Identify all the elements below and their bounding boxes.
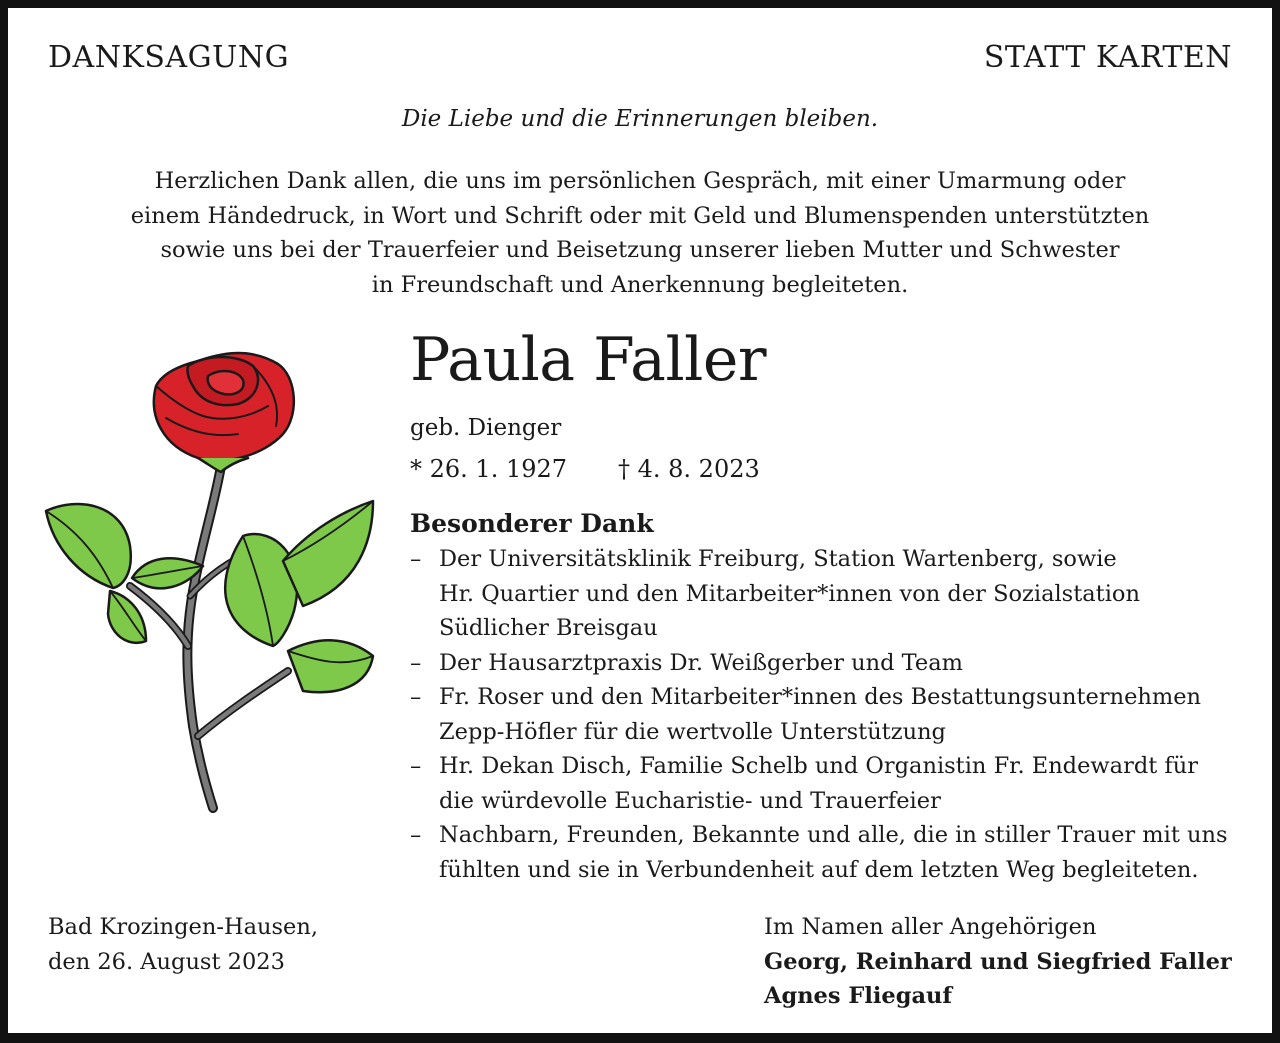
list-item-line: Der Universitätsklinik Freiburg, Station Wartenberg, sowie [439, 546, 1117, 572]
special-thanks-title: Besonderer Dank [410, 509, 654, 538]
list-item-line: Hr. Dekan Disch, Familie Schelb und Organistin Fr. Endewardt für [439, 753, 1199, 779]
list-item-line: Hr. Quartier und den Mitarbeiter*innen von der Sozialstation [439, 580, 1140, 607]
list-item-line: die würdevolle Eucharistie- und Trauerfeier [439, 787, 941, 814]
header-statt-karten: STATT KARTEN [983, 40, 1232, 75]
place-line: Bad Krozingen-Hausen, [48, 914, 318, 940]
signature-names: Agnes Fliegauf [764, 983, 953, 1009]
list-item-line: Fr. Roser und den Mitarbeiter*innen des Bestattungsunternehmen [439, 684, 1202, 710]
deceased-name: Paula Faller [410, 325, 767, 395]
list-item-line: Südlicher Breisgau [439, 615, 658, 641]
death-date: † 4. 8. 2023 [618, 455, 760, 483]
signature-intro: Im Namen aller Angehörigen [764, 914, 1097, 940]
list-item [410, 680, 1250, 749]
intro-line: einem Händedruck, in Wort und Schrift oder mit Geld und Blumenspenden unterstützten [130, 202, 1150, 229]
list-item-line: Zepp-Höfler für die wertvolle Unterstützung [439, 718, 946, 745]
list-item [410, 749, 1250, 818]
list-item-line: Der Hausarztpraxis Dr. Weißgerber und Team [439, 649, 963, 676]
date-line: den 26. August 2023 [48, 948, 285, 975]
special-thanks-list [410, 542, 1250, 887]
maiden-name: geb. Dienger [410, 415, 562, 441]
intro-line: Herzlichen Dank allen, die uns im persönlichen Gespräch, mit einer Umarmung oder [154, 168, 1126, 194]
motto: Die Liebe und die Erinnerungen bleiben. [401, 106, 879, 132]
signature-block [764, 910, 1232, 1014]
list-item [410, 646, 1250, 681]
dash-bullet: – [410, 546, 422, 572]
dash-bullet: – [410, 649, 422, 676]
header-danksagung: DANKSAGUNG [48, 40, 290, 75]
intro-line: in Freundschaft und Anerkennung begleiteten. [371, 271, 909, 298]
intro-line: sowie uns bei der Trauerfeier und Beisetzung unserer lieben Mutter und Schwester [160, 237, 1120, 263]
signature-names: Georg, Reinhard und Siegfried Faller [764, 948, 1232, 975]
rose-icon [38, 346, 378, 816]
list-item [410, 818, 1250, 887]
dash-bullet: – [410, 822, 422, 848]
birth-date: * 26. 1. 1927 [410, 455, 568, 483]
dash-bullet: – [410, 753, 422, 779]
dash-bullet: – [410, 684, 422, 710]
list-item [410, 542, 1250, 646]
place-and-date [48, 910, 318, 979]
intro-text [8, 164, 1272, 302]
list-item-line: fühlten und sie in Verbundenheit auf dem letzten Weg begleiteten. [439, 856, 1199, 883]
list-item-line: Nachbarn, Freunden, Bekannte und alle, die in stiller Trauer mit uns [439, 822, 1228, 848]
